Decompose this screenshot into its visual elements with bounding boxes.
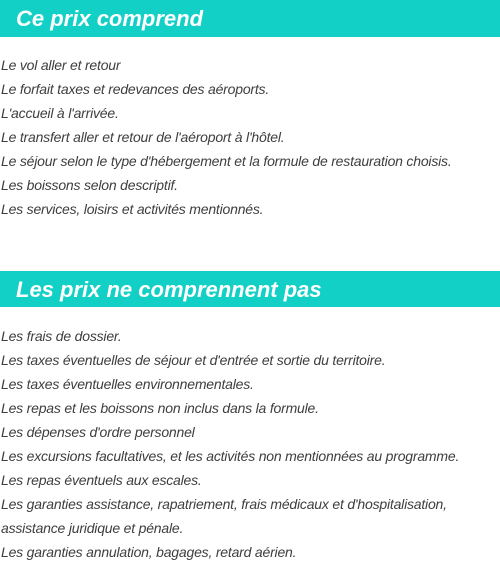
list-item: Les garanties assistance, rapatriement, frais médicaux et d'hospitalisation, bbox=[1, 496, 447, 512]
price-excludes-heading: Les prix ne comprennent pas bbox=[0, 271, 500, 307]
list-item: Le forfait taxes et redevances des aéroports. bbox=[1, 81, 270, 97]
list-item: Le transfert aller et retour de l'aéroport à l'hôtel. bbox=[1, 129, 285, 145]
list-item: Les taxes éventuelles de séjour et d'entrée et sortie du territoire. bbox=[1, 352, 386, 368]
price-excludes-list bbox=[0, 324, 500, 564]
list-item: Les repas et les boissons non inclus dans la formule. bbox=[1, 400, 319, 416]
price-includes-section bbox=[0, 0, 500, 221]
list-item: Les dépenses d'ordre personnel bbox=[1, 424, 195, 440]
list-item: Les services, loisirs et activités mentionnés. bbox=[1, 201, 264, 217]
price-excludes-section bbox=[0, 271, 500, 564]
list-item: assistance juridique et pénale. bbox=[1, 520, 184, 536]
list-item: L'accueil à l'arrivée. bbox=[1, 105, 119, 121]
list-item: Les garanties annulation, bagages, retard aérien. bbox=[1, 544, 297, 560]
list-item: Le vol aller et retour bbox=[1, 57, 121, 73]
price-includes-list bbox=[0, 53, 500, 221]
list-item: Les boissons selon descriptif. bbox=[1, 177, 178, 193]
list-item: Les repas éventuels aux escales. bbox=[1, 472, 202, 488]
list-item: Les frais de dossier. bbox=[1, 328, 122, 344]
list-item: Le séjour selon le type d'hébergement et la formule de restauration choisis. bbox=[1, 153, 452, 169]
price-includes-heading: Ce prix comprend bbox=[0, 0, 500, 37]
list-item: Les taxes éventuelles environnementales. bbox=[1, 376, 254, 392]
list-item: Les excursions facultatives, et les activités non mentionnées au programme. bbox=[1, 448, 460, 464]
